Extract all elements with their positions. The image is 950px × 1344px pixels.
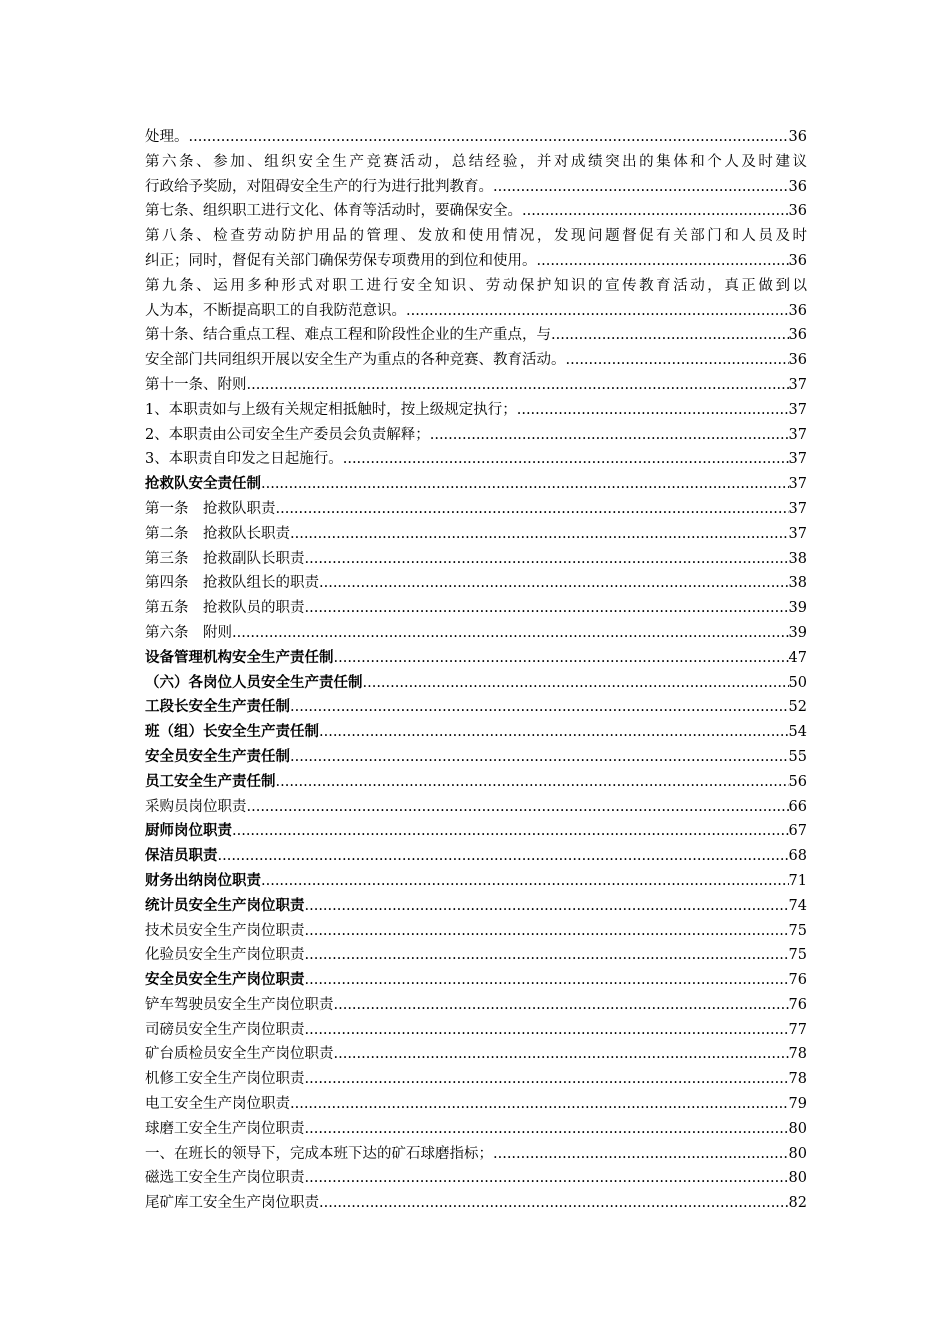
- toc-entry-title: 磁选工安全生产岗位职责: [145, 1170, 305, 1187]
- toc-entry-title: 处理。: [145, 129, 189, 145]
- toc-page-number: 78: [788, 1071, 807, 1088]
- toc-entry[interactable]: [145, 348, 807, 373]
- toc-page-number: 75: [788, 947, 807, 964]
- toc-entry[interactable]: [145, 199, 807, 224]
- toc-page-number: 36: [788, 327, 807, 344]
- toc-page-number: 37: [788, 376, 807, 393]
- toc-entry[interactable]: [145, 869, 807, 894]
- toc-page-number: 37: [788, 451, 807, 468]
- toc-page-number: 77: [788, 1021, 807, 1038]
- toc-entry[interactable]: [145, 745, 807, 770]
- dot-leader: [430, 423, 789, 448]
- toc-entry[interactable]: [145, 1166, 807, 1191]
- toc-entry[interactable]: [145, 150, 807, 200]
- toc-page-number: 38: [788, 550, 807, 567]
- toc-entry-title: 1、本职责如与上级有关规定相抵触时，按上级规定执行；: [145, 401, 517, 418]
- toc-page-number: 67: [788, 823, 807, 840]
- toc-entry-title: 安全部门共同组织开展以安全生产为重点的各种竞赛、教育活动。: [145, 352, 566, 369]
- toc-entry[interactable]: [145, 621, 807, 646]
- toc-page-number: 55: [788, 748, 807, 765]
- dot-leader: [566, 348, 789, 373]
- toc-entry-title: 工段长安全生产责任制: [145, 698, 290, 716]
- toc-entry[interactable]: [145, 1067, 807, 1092]
- toc-page-number: 36: [788, 302, 807, 319]
- toc-entry[interactable]: [145, 125, 807, 150]
- toc-page-number: 80: [788, 1120, 807, 1137]
- toc-entry[interactable]: [145, 1117, 807, 1142]
- toc-page-number: 37: [788, 500, 807, 517]
- toc-page-number: 39: [788, 624, 807, 641]
- toc-entry-last-line: [145, 175, 807, 200]
- dot-leader: [305, 1018, 789, 1043]
- toc-page-number: 39: [788, 600, 807, 617]
- toc-entry-title: 第二条 抢救队长职责: [145, 525, 290, 542]
- dot-leader: [493, 1142, 789, 1167]
- toc-page-number: 80: [788, 1145, 807, 1162]
- dot-leader: [290, 745, 789, 770]
- dot-leader: [305, 596, 789, 621]
- toc-page-number: 36: [788, 129, 807, 145]
- toc-entry-title: 第三条 抢救副队长职责: [145, 550, 305, 567]
- toc-entry[interactable]: [145, 497, 807, 522]
- dot-leader: [537, 249, 789, 274]
- toc-entry-title: （六）各岗位人员安全生产责任制: [145, 673, 363, 691]
- toc-entry-title: 尾矿库工安全生产岗位职责: [145, 1195, 319, 1212]
- toc-entry[interactable]: [145, 274, 807, 324]
- toc-entry-title-line: 第八条、检查劳动防护用品的管理、发放和使用情况，发现问题督促有关部门和人员及时: [145, 228, 807, 245]
- toc-entry-title: 财务出纳岗位职责: [145, 871, 261, 889]
- dot-leader: [305, 547, 789, 572]
- toc-entry[interactable]: [145, 695, 807, 720]
- dot-leader: [334, 993, 789, 1018]
- dot-leader: [189, 125, 789, 150]
- toc-entry-title: 抢救队安全责任制: [145, 475, 261, 493]
- toc-entry[interactable]: [145, 1092, 807, 1117]
- toc-entry[interactable]: [145, 646, 807, 671]
- toc-page-number: 68: [788, 848, 807, 865]
- toc-entry-last-line: [145, 249, 807, 274]
- dot-leader: [334, 646, 789, 671]
- toc-entry-title: 第七条、组织职工进行文化、体育等活动时，要确保安全。: [145, 203, 522, 220]
- toc-entry[interactable]: [145, 447, 807, 472]
- toc-entry-title: 采购员岗位职责: [145, 798, 247, 815]
- toc-entry-title: 第十一条、附则: [145, 376, 247, 393]
- toc-entry-title: 2、本职责由公司安全生产委员会负责解释；: [145, 426, 430, 443]
- dot-leader: [305, 1166, 789, 1191]
- dot-leader: [290, 1092, 789, 1117]
- toc-entry-title: 人为本，不断提高职工的自我防范意识。: [145, 302, 406, 319]
- toc-entry-title: 行政给予奖励，对阻碍安全生产的行为进行批判教育。: [145, 178, 493, 195]
- dot-leader: [305, 919, 789, 944]
- toc-entry-title: 纠正；同时，督促有关部门确保劳保专项费用的到位和使用。: [145, 252, 537, 269]
- toc-entry[interactable]: [145, 323, 807, 348]
- dot-leader: [522, 199, 789, 224]
- toc-page-number: 50: [788, 674, 807, 691]
- dot-leader: [218, 844, 789, 869]
- toc-page-number: 38: [788, 575, 807, 592]
- toc-entry-title: 第十条、结合重点工程、难点工程和阶段性企业的生产重点，与: [145, 327, 551, 344]
- toc-entry[interactable]: [145, 894, 807, 919]
- toc-entry[interactable]: [145, 993, 807, 1018]
- dot-leader: [232, 819, 789, 844]
- toc-entry-title: 矿台质检员安全生产岗位职责: [145, 1046, 334, 1063]
- dot-leader: [319, 571, 789, 596]
- toc-entry[interactable]: [145, 1018, 807, 1043]
- toc-entry-title: 化验员安全生产岗位职责: [145, 947, 305, 964]
- toc-entry-title-line: 第九条、运用多种形式对职工进行安全知识、劳动保护知识的宣传教育活动，真正做到以: [145, 277, 807, 294]
- toc-entry[interactable]: [145, 943, 807, 968]
- toc-entry-title: 第六条 附则: [145, 624, 232, 641]
- toc-entry[interactable]: [145, 398, 807, 423]
- dot-leader: [305, 1067, 789, 1092]
- toc-entry[interactable]: [145, 596, 807, 621]
- dot-leader: [290, 522, 789, 547]
- toc-page-number: 82: [788, 1195, 807, 1212]
- dot-leader: [517, 398, 789, 423]
- toc-entry[interactable]: [145, 1191, 807, 1216]
- toc-entry-title: 厨师岗位职责: [145, 822, 232, 840]
- toc-entry[interactable]: [145, 844, 807, 869]
- toc-page-number: 52: [788, 699, 807, 716]
- toc-entry-title: 安全员安全生产岗位职责: [145, 971, 305, 989]
- toc-entry[interactable]: [145, 671, 807, 696]
- dot-leader: [261, 472, 789, 497]
- dot-leader: [493, 175, 789, 200]
- dot-leader: [334, 1042, 789, 1067]
- dot-leader: [319, 720, 789, 745]
- toc-page-number: 36: [788, 203, 807, 220]
- toc-page-number: 75: [788, 922, 807, 939]
- toc-entry-title: 技术员安全生产岗位职责: [145, 922, 305, 939]
- toc-page-number: 56: [788, 773, 807, 790]
- dot-leader: [290, 695, 789, 720]
- toc-entry-title: 班（组）长安全生产责任制: [145, 723, 319, 741]
- dot-leader: [305, 894, 789, 919]
- toc-entry[interactable]: [145, 1042, 807, 1067]
- toc-entry[interactable]: [145, 472, 807, 497]
- toc-entry[interactable]: [145, 423, 807, 448]
- toc-entry[interactable]: [145, 571, 807, 596]
- dot-leader: [276, 770, 789, 795]
- toc-entry[interactable]: [145, 795, 807, 820]
- dot-leader: [305, 943, 789, 968]
- toc-entry[interactable]: [145, 720, 807, 745]
- toc-page-number: 74: [788, 897, 807, 914]
- toc-entry-last-line: [145, 299, 807, 324]
- dot-leader: [247, 373, 789, 398]
- dot-leader: [247, 795, 789, 820]
- toc-entry-title: 一、在班长的领导下，完成本班下达的矿石球磨指标；: [145, 1145, 493, 1162]
- toc-entry-title: 电工安全生产岗位职责: [145, 1096, 290, 1113]
- toc-entry-title: 安全员安全生产责任制: [145, 747, 290, 765]
- toc-page-number: 47: [788, 649, 807, 666]
- dot-leader: [261, 869, 789, 894]
- dot-leader: [319, 1191, 789, 1216]
- toc-entry-title: 机修工安全生产岗位职责: [145, 1071, 305, 1088]
- toc-entry-title: 第一条 抢救队职责: [145, 500, 276, 517]
- toc-page-number: 78: [788, 1046, 807, 1063]
- toc-entry[interactable]: [145, 919, 807, 944]
- dot-leader: [406, 299, 789, 324]
- dot-leader: [276, 497, 789, 522]
- toc-page-number: 36: [788, 252, 807, 269]
- toc-page-number: 80: [788, 1170, 807, 1187]
- toc-entry-title-line: 第六条、参加、组织安全生产竞赛活动，总结经验，并对成绩突出的集体和个人及时建议: [145, 153, 807, 170]
- toc-entry[interactable]: [145, 547, 807, 572]
- toc-entry-title: 设备管理机构安全生产责任制: [145, 648, 334, 666]
- toc-entry-title: 司磅员安全生产岗位职责: [145, 1021, 305, 1038]
- dot-leader: [551, 323, 789, 348]
- dot-leader: [232, 621, 789, 646]
- toc-entry-title: 第四条 抢救队组长的职责: [145, 575, 319, 592]
- toc-entry-title: 球磨工安全生产岗位职责: [145, 1120, 305, 1137]
- toc-entry-title: 保洁员职责: [145, 847, 218, 865]
- toc-entry-title: 铲车驾驶员安全生产岗位职责: [145, 996, 334, 1013]
- toc-page-number: 37: [788, 525, 807, 542]
- toc-page-number: 37: [788, 426, 807, 443]
- toc-page-number: 79: [788, 1096, 807, 1113]
- table-of-contents: [145, 125, 807, 1216]
- toc-page-number: 36: [788, 352, 807, 369]
- toc-page-number: 71: [788, 872, 807, 889]
- dot-leader: [305, 968, 789, 993]
- toc-entry[interactable]: [145, 373, 807, 398]
- toc-entry-title: 统计员安全生产岗位职责: [145, 896, 305, 914]
- toc-page-number: 66: [788, 798, 807, 815]
- toc-entry[interactable]: [145, 1142, 807, 1167]
- dot-leader: [343, 447, 789, 472]
- toc-page-number: 37: [788, 476, 807, 493]
- toc-page-number: 36: [788, 178, 807, 195]
- toc-entry[interactable]: [145, 968, 807, 993]
- toc-page-number: 54: [788, 724, 807, 741]
- toc-entry[interactable]: [145, 770, 807, 795]
- toc-entry-title: 第五条 抢救队员的职责: [145, 600, 305, 617]
- toc-page-number: 76: [788, 996, 807, 1013]
- dot-leader: [305, 1117, 789, 1142]
- toc-entry[interactable]: [145, 224, 807, 274]
- toc-entry-title: 3、本职责自印发之日起施行。: [145, 451, 343, 468]
- dot-leader: [363, 671, 789, 696]
- toc-page-number: 37: [788, 401, 807, 418]
- toc-entry[interactable]: [145, 522, 807, 547]
- toc-entry[interactable]: [145, 819, 807, 844]
- toc-page-number: 76: [788, 972, 807, 989]
- toc-entry-title: 员工安全生产责任制: [145, 772, 276, 790]
